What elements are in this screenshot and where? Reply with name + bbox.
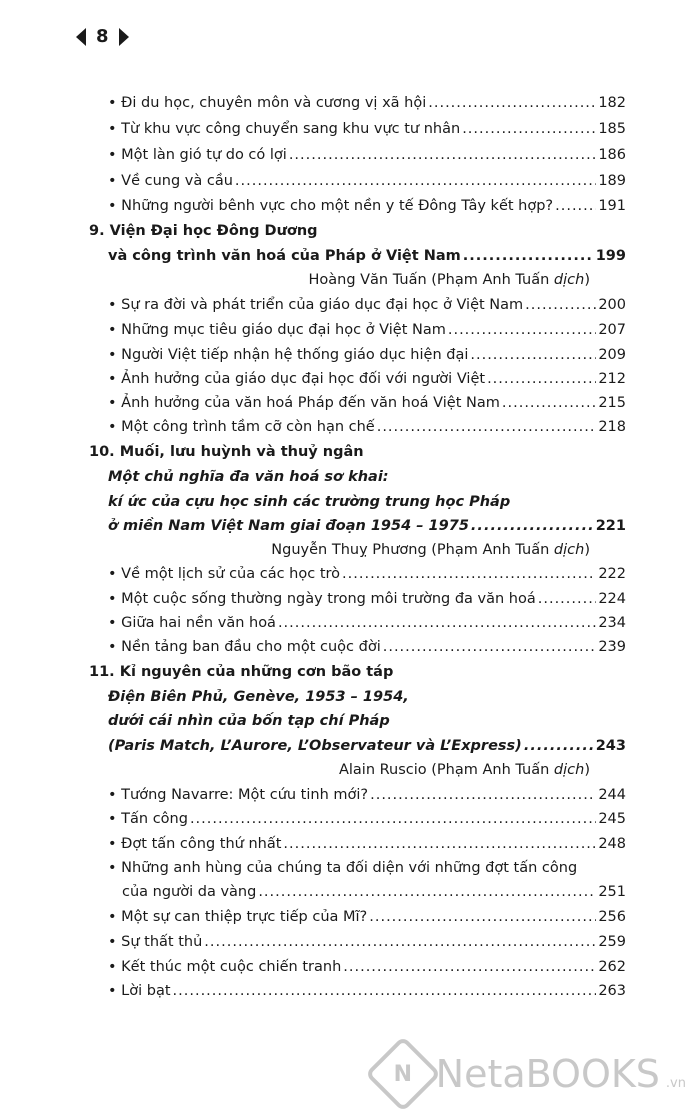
chapter-10-title[interactable]: 10. Muối, lưu huỳnh và thuỷ ngân	[89, 444, 364, 460]
toc-entry[interactable]: • Đợt tấn công thứ nhất ..... 248	[108, 833, 626, 855]
toc-entry[interactable]: • Về cung và cầu ..... 189	[108, 170, 626, 192]
toc-entry[interactable]: • Kết thúc một cuộc chiến tranh ..... 262	[108, 956, 626, 978]
toc-entry[interactable]: • Một cuộc sống thường ngày trong môi trường đa văn hoá ..... 224	[108, 588, 626, 610]
next-arrow-icon[interactable]	[119, 28, 129, 46]
netabooks-watermark	[376, 1047, 686, 1101]
chapter-11-title[interactable]: 11. Kỉ nguyên của những cơn bão táp	[89, 664, 394, 680]
prev-arrow-icon[interactable]	[76, 28, 86, 46]
toc-entry[interactable]: • Một công trình tầm cỡ còn hạn chế ..... 218	[108, 416, 626, 438]
toc-entry[interactable]: • Một làn gió tự do có lợi ..... 186	[108, 144, 626, 166]
chapter-11-entry[interactable]: (Paris Match, L’Aurore, L’Observateur và L’Express) ..... 243	[108, 735, 626, 757]
toc-entry[interactable]: • Về một lịch sử của các học trò ..... 222	[108, 563, 626, 585]
chapter-9-title[interactable]: 9. Viện Đại học Đông Dương	[89, 223, 318, 239]
chapter-9-entry[interactable]: và công trình văn hoá của Pháp ở Việt Nam ..... 199	[108, 245, 626, 267]
toc-entry[interactable]: • Một sự can thiệp trực tiếp của Mĩ? ..... 256	[108, 906, 626, 928]
chapter-10-subtitle-1: Một chủ nghĩa đa văn hoá sơ khai:	[108, 469, 389, 485]
watermark-tld: .vn	[665, 1075, 686, 1091]
toc-entry[interactable]: • Lời bạt ..... 263	[108, 980, 626, 1002]
chapter-11-author: Alain Ruscio (Phạm Anh Tuấn dịch)	[338, 762, 590, 778]
toc-entry[interactable]: • Từ khu vực công chuyển sang khu vực tư nhân ..... 185	[108, 118, 626, 140]
toc-entry[interactable]: • Sự ra đời và phát triển của giáo dục đại học ở Việt Nam ..... 200	[108, 294, 626, 316]
toc-entry[interactable]: • Sự thất thủ ..... 259	[108, 931, 626, 953]
chapter-11-subtitle-1: Điện Biên Phủ, Genève, 1953 – 1954,	[108, 689, 409, 705]
toc-entry[interactable]: • Đi du học, chuyên môn và cương vị xã hội ..... 182	[108, 92, 626, 114]
chapter-11-subtitle-2: dưới cái nhìn của bốn tạp chí Pháp	[108, 713, 390, 729]
toc-entry[interactable]: • Những người bênh vực cho một nền y tế Đông Tây kết hợp? ..... 191	[108, 195, 626, 217]
toc-entry[interactable]: • Ảnh hưởng của giáo dục đại học đối với người Việt ..... 212	[108, 368, 626, 390]
toc-entry[interactable]: • Tướng Navarre: Một cứu tinh mới? ..... 244	[108, 784, 626, 806]
toc-entry-line-1[interactable]: • Những anh hùng của chúng ta đối diện với những đợt tấn công	[108, 860, 578, 876]
toc-entry[interactable]: • Tấn công ..... 245	[108, 808, 626, 830]
toc-entry[interactable]: • Những mục tiêu giáo dục đại học ở Việt Nam ..... 207	[108, 319, 626, 341]
toc-entry[interactable]: • Giữa hai nền văn hoá ..... 234	[108, 612, 626, 634]
netabooks-logo-icon: N	[364, 1036, 440, 1112]
chapter-10-author: Nguyễn Thuỵ Phương (Phạm Anh Tuấn dịch)	[271, 542, 590, 558]
page-number: 8	[96, 26, 109, 47]
chapter-10-subtitle-2: kí ức của cựu học sinh các trường trung học Pháp	[108, 494, 511, 510]
toc-entry[interactable]: • Nền tảng ban đầu cho một cuộc đời ..... 239	[108, 636, 626, 658]
toc-entry-line-2[interactable]: của người da vàng ..... 251	[122, 881, 626, 903]
chapter-10-entry[interactable]: ở miền Nam Việt Nam giai đoạn 1954 – 1975 ..... 221	[108, 515, 626, 537]
page-number-nav	[76, 26, 129, 47]
watermark-brand: NetaBOOKS	[435, 1052, 660, 1096]
toc-entry[interactable]: • Người Việt tiếp nhận hệ thống giáo dục hiện đại ..... 209	[108, 344, 626, 366]
toc-entry[interactable]: • Ảnh hưởng của văn hoá Pháp đến văn hoá Việt Nam ..... 215	[108, 392, 626, 414]
chapter-9-author: Hoàng Văn Tuấn (Phạm Anh Tuấn dịch)	[308, 272, 590, 288]
